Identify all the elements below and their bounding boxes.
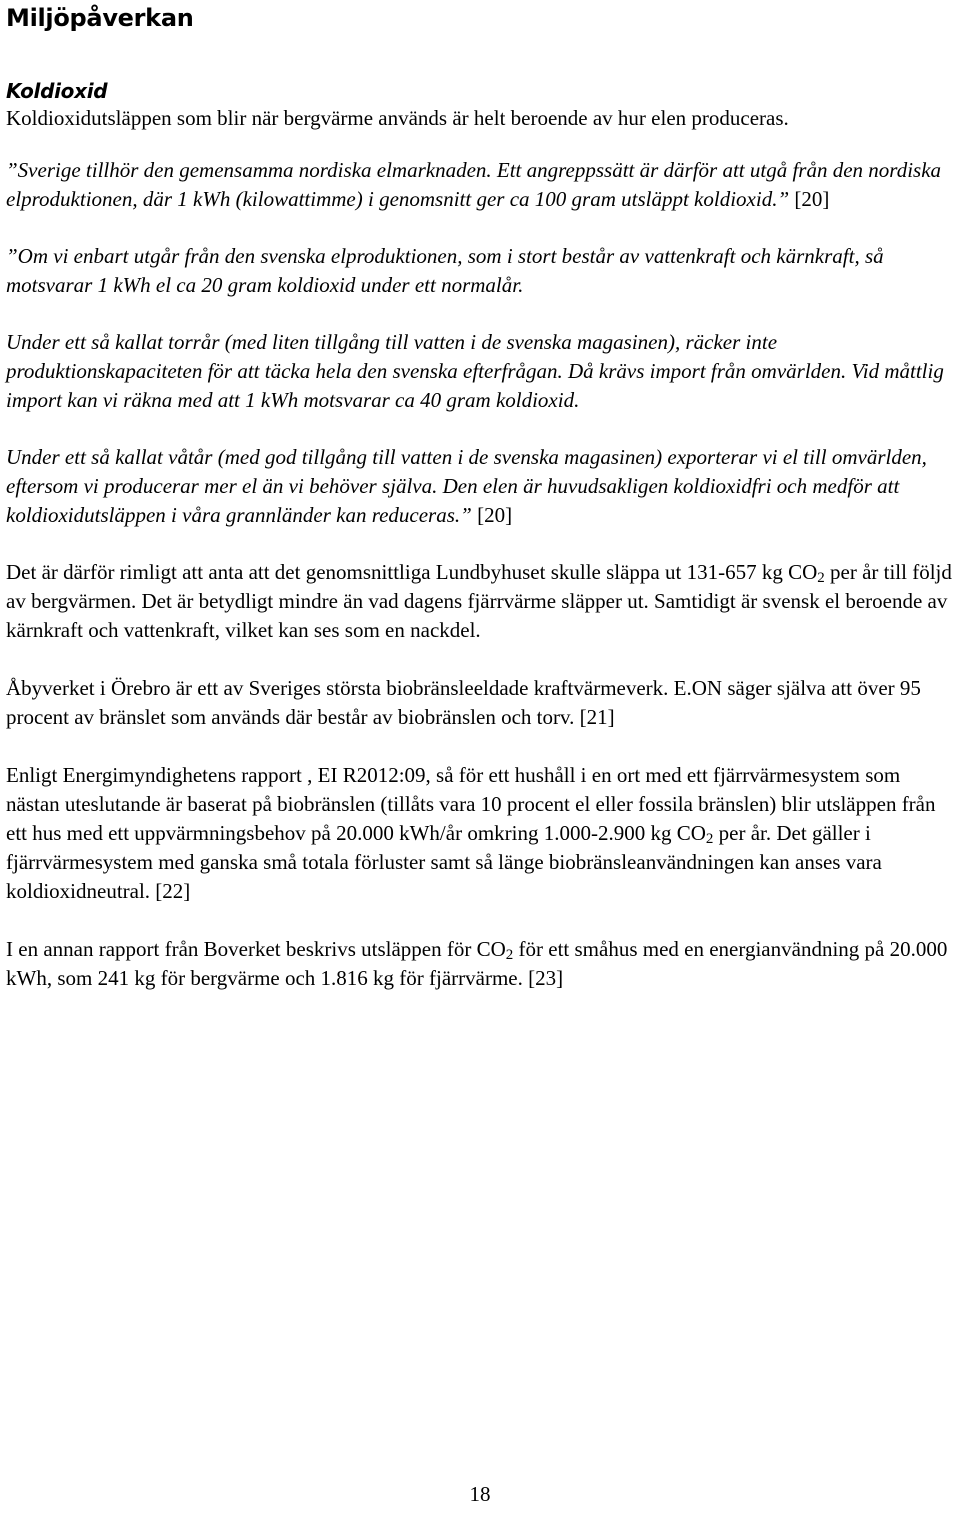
text: per år till följd av bergvärmen. Det är betydligt mindre än vad dagens fjärrvärme släpper ut. Samtidigt är svensk el beroende av kärnkraft och vattenkraft, vilket kan ses som en nackdel. [6,560,952,642]
text: Det är därför rimligt att anta att det genomsnittliga Lundbyhuset skulle släppa ut 131-657 kg CO [6,560,818,584]
subscript: 2 [817,570,825,586]
quote-paragraph-swedish: ”Om vi enbart utgår från den svenska elproduktionen, som i stort består av vattenkraft och kärnkraft, så motsvarar 1 kWh el ca 20 gram koldioxid under ett normalår. [6,244,884,297]
text: I en annan rapport från Boverket beskrivs utsläppen för CO [6,937,506,961]
subscript: 2 [705,831,714,847]
citation-ref: [20] [789,187,830,211]
document-page [6,0,954,993]
paragraph-energimyndigheten [6,761,954,906]
paragraph-intro: Koldioxidutsläppen som blir när bergvärme används är helt beroende av hur elen produceras. [6,106,789,130]
text: för ett småhus med en energianvändning på 20.000 kWh, som 241 kg för bergvärme och 1.816 kg för fjärrvärme. [23] [6,937,948,990]
citation-ref: [20] [471,503,513,527]
quote-paragraph-wet-year [6,443,954,530]
paragraph-boverket [6,935,954,993]
quote-paragraph-dry-year: Under ett så kallat torrår (med liten tillgång till vatten i de svenska magasinen), räcker inte produktionskapaciteten för att täcka hela den svenska efterfrågan. Då krävs import från omvärlden. Vid måttlig import kan vi räkna med att 1 kWh motsvarar ca 40 gram koldioxid. [6,330,944,412]
text: per år. Det gäller i fjärrvärmesystem med ganska små totala förluster samt så länge biobränsleanvändningen kan anses vara koldioxidneutral. [22] [6,821,882,903]
quote-paragraph-nordic [6,156,954,214]
quote-text: Under ett så kallat våtår (med god tillgång till vatten i de svenska magasinen) exporterar vi el till omvärlden, eftersom vi producerar mer el än vi behöver själva. Den elen är huvudsakligen koldioxidfri och medför att koldioxidutsläppen i våra grannländer kan reduceras.” [6,445,927,527]
page-number: 18 [469,1482,491,1506]
text: Enligt Energimyndighetens rapport , EI R2012:09, så för ett hushåll i en ort med ett fjärrvärmesystem som nästan uteslutande är baserat på biobränslen (tillåts vara 10 procent el eller fossila bränslen) blir utsläppen från ett hus med ett uppvärmningsbehov på 20.000 kWh/år omkring 1.000-2.900 kg CO [6,763,936,845]
section-heading: Miljöpåverkan [6,4,194,32]
paragraph-lundbyhuset [6,558,954,645]
subscript: 2 [505,947,514,963]
quote-text: ”Sverige tillhör den gemensamma nordiska elmarknaden. Ett angreppssätt är därför att utgå från den nordiska elproduktionen, där 1 kWh (kilowattimme) i genomsnitt ger ca 100 gram utsläppt koldioxid.” [6,158,942,211]
paragraph-abyverket: Åbyverket i Örebro är ett av Sveriges största biobränsleeldade kraftvärmeverk. E.ON säger själva att över 95 procent av bränslet som används där består av biobränslen och torv. [21] [6,676,921,729]
subsection-heading: Koldioxid [6,79,108,103]
